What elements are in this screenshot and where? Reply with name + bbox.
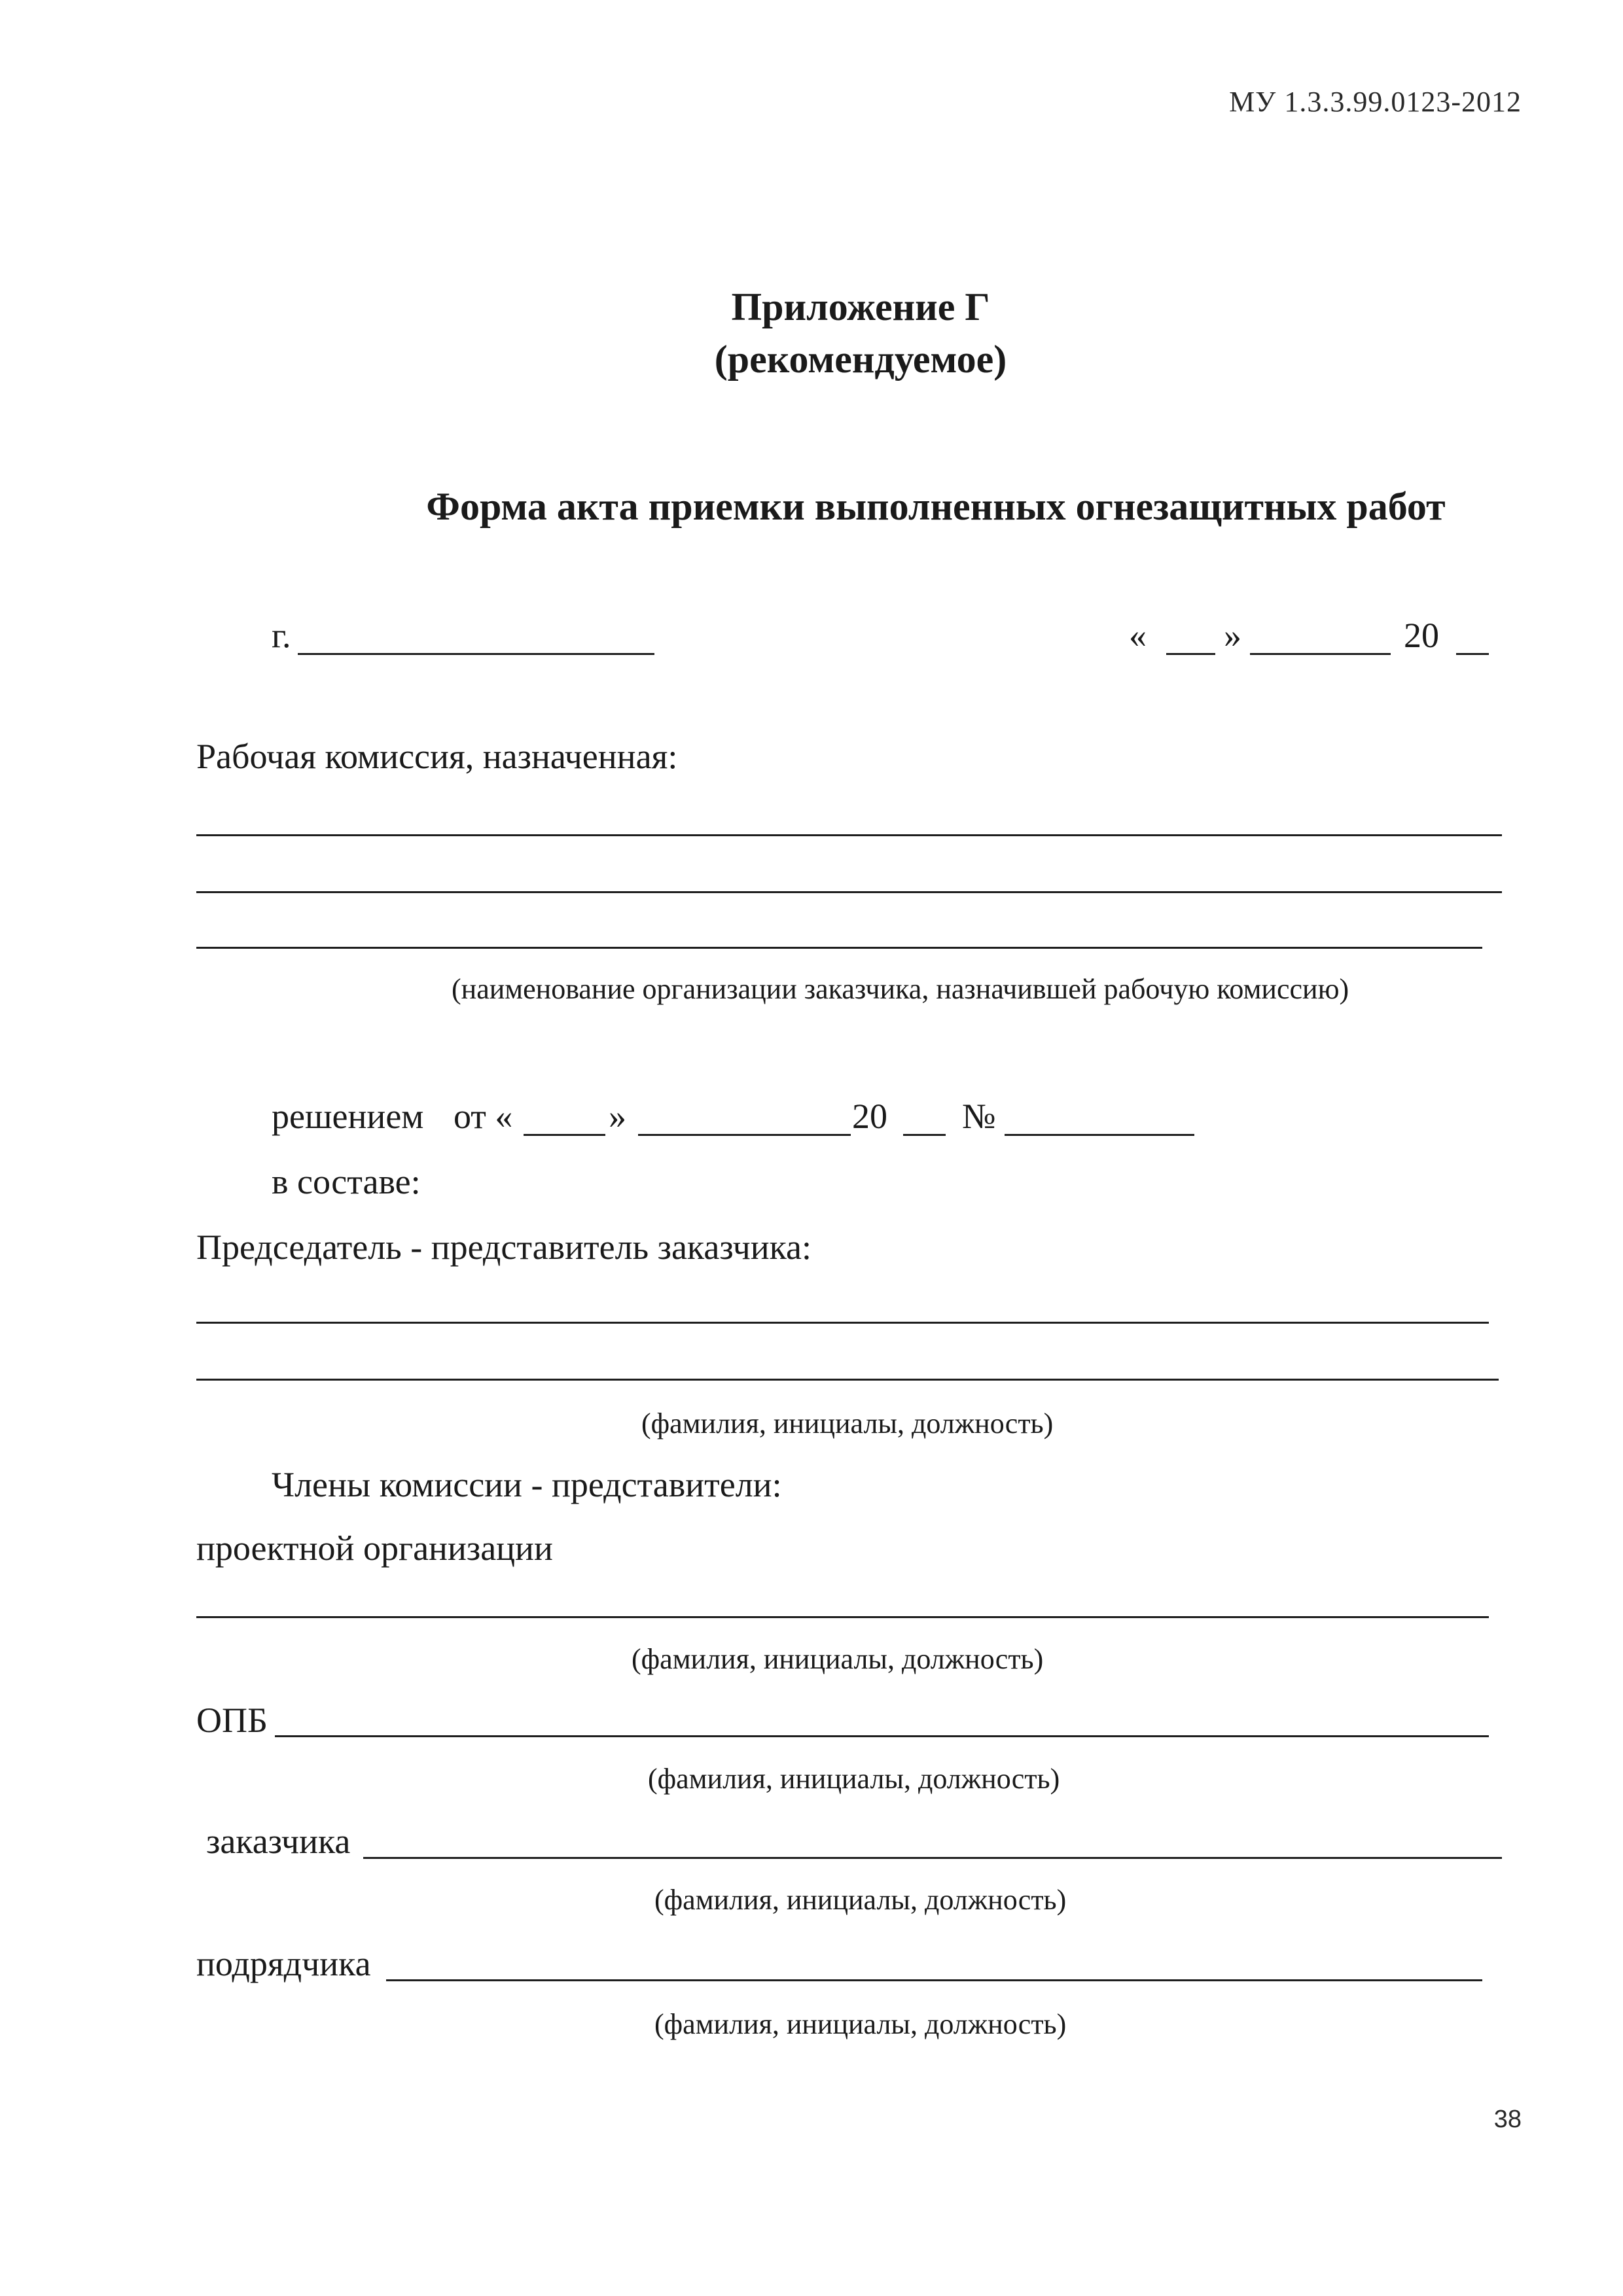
decision-day-field[interactable] xyxy=(524,1134,605,1136)
commission-line-3[interactable] xyxy=(196,947,1482,949)
contractor-line[interactable] xyxy=(386,1979,1482,1981)
customer-label: заказчика xyxy=(206,1822,351,1861)
customer-caption: (фамилия, инициалы, должность) xyxy=(654,1884,1067,1916)
commission-line-2[interactable] xyxy=(196,891,1502,893)
composition-label: в составе: xyxy=(272,1162,421,1201)
commission-line-1[interactable] xyxy=(196,834,1502,836)
commission-caption: (наименование организации заказчика, назначившей рабочую комиссию) xyxy=(452,973,1349,1005)
chairman-caption: (фамилия, инициалы, должность) xyxy=(641,1407,1054,1439)
decision-number-sign: № xyxy=(962,1097,996,1136)
appendix-title: Приложение Г xyxy=(731,285,990,328)
chairman-line-1[interactable] xyxy=(196,1322,1489,1324)
date-open-quote: « xyxy=(1129,616,1147,655)
document-code: МУ 1.3.3.99.0123-2012 xyxy=(1229,86,1522,118)
appendix-status: (рекомендуемое) xyxy=(714,338,1007,381)
opb-label: ОПБ xyxy=(196,1701,268,1740)
page-number: 38 xyxy=(1493,2106,1522,2133)
decision-year-prefix: 20 xyxy=(852,1097,887,1136)
design-org-caption: (фамилия, инициалы, должность) xyxy=(632,1643,1044,1675)
decision-number-field[interactable] xyxy=(1005,1134,1194,1136)
customer-line[interactable] xyxy=(363,1857,1502,1859)
city-field[interactable] xyxy=(298,653,654,655)
contractor-caption: (фамилия, инициалы, должность) xyxy=(654,2008,1067,2040)
date-year-field[interactable] xyxy=(1456,653,1489,655)
opb-caption: (фамилия, инициалы, должность) xyxy=(648,1763,1060,1795)
date-day-field[interactable] xyxy=(1166,653,1215,655)
city-prefix: г. xyxy=(272,616,291,655)
decision-year-field[interactable] xyxy=(903,1134,946,1136)
design-org-line[interactable] xyxy=(196,1616,1489,1618)
opb-line[interactable] xyxy=(275,1735,1489,1737)
design-org-label: проектной организации xyxy=(196,1528,553,1568)
form-title: Форма акта приемки выполненных огнезащитных работ xyxy=(426,485,1446,528)
members-label: Члены комиссии - представители: xyxy=(272,1465,782,1504)
decision-month-field[interactable] xyxy=(638,1134,851,1136)
chairman-line-2[interactable] xyxy=(196,1379,1499,1381)
decision-from-close: » xyxy=(609,1097,626,1136)
commission-label: Рабочая комиссия, назначенная: xyxy=(196,737,678,776)
chairman-label: Председатель - представитель заказчика: xyxy=(196,1227,812,1267)
date-close-quote: » xyxy=(1224,616,1241,655)
decision-label: решением xyxy=(272,1097,424,1136)
decision-from-open: от « xyxy=(454,1097,513,1136)
date-year-prefix: 20 xyxy=(1404,616,1439,655)
contractor-label: подрядчика xyxy=(196,1944,371,1983)
date-month-field[interactable] xyxy=(1250,653,1391,655)
